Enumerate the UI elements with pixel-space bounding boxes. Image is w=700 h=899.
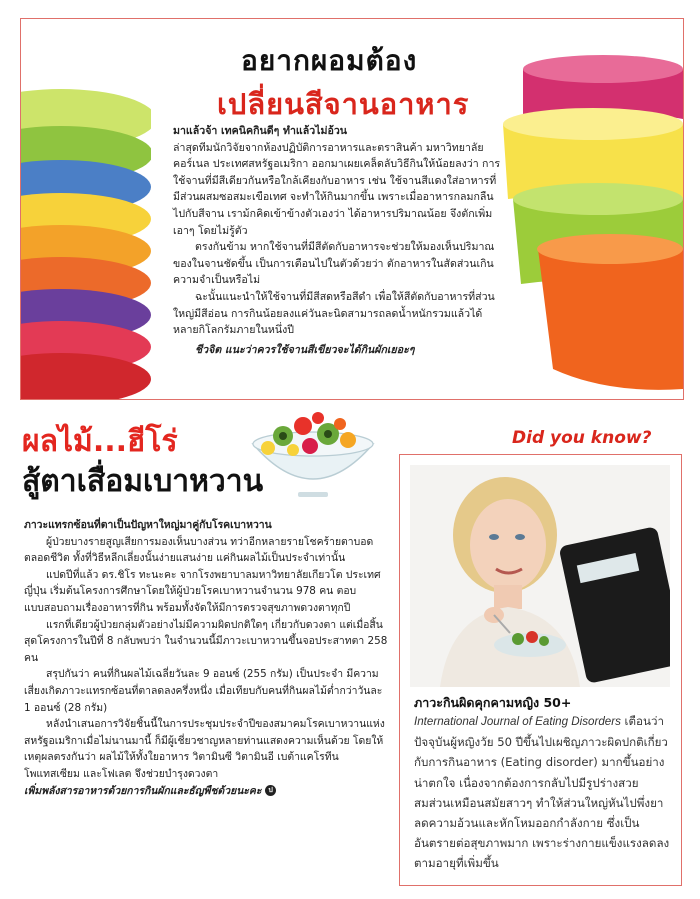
- fruit-salad-bowl-image: [248, 404, 378, 500]
- fruit-subtitle: ภาวะแทรกซ้อนที่ตาเป็นปัญหาใหญ่มาคู่กับโรคเบาหวาน: [24, 519, 272, 531]
- fruit-closing-text: เพิ่มพลังสารอาหารด้วยการกินผักและธัญพืชด้วยนะคะ: [24, 784, 262, 797]
- did-you-know-paragraph: [414, 711, 672, 874]
- did-you-know-title: ภาวะกินผิดคุกคามหญิง 50+: [414, 695, 572, 710]
- article-paragraph: แรกที่เดียวผู้ป่วยกลุ่มตัวอย่างไม่มีความผิดปกติใดๆ เกี่ยวกับดวงตา แต่เมื่อสิ้นสุดโครงการในปีที่ 8 กลับพบว่า ในจำนวนนี้มีภาวะเบาหวานขึ้นจอประสาทตา 258 คน: [24, 618, 388, 664]
- end-mark-icon: ป: [265, 785, 276, 796]
- fruit-title-line2: สู้ตาเสื่อมเบาหวาน: [22, 464, 264, 499]
- did-you-know-text: เตือนว่า ปัจจุบันผู้หญิงวัย 50 ปีขึ้นไปเผชิญภาวะผิดปกติเกี่ยวกับการกินอาหาร (Eating disorder) มากขึ้นอย่างน่าตกใจ เนื่องจากต้องการกลับไปมีรูปร่างสวยสมส่วนเหมือนสมัยสาวๆ ทำให้ส่วนใหญ่หันไปพึ่งยาลดความอ้วนและหักโหมออกกำลังกาย ซึ่งเป็นอันตรายต่อสุขภาพมาก เพราะร่างกายแข็งแรงลดลงตามอายุที่เพิ่มขึ้น: [414, 714, 670, 871]
- article-paragraph: หลังนำเสนอการวิจัยชิ้นนี้ในการประชุมประจำปีของสมาคมโรคเบาหวานแห่งสหรัฐอเมริกาเมื่อไม่นานมานี้ ก็มีผู้เชี่ยวชาญหลายท่านแสดงความเห็นด้วย โดยให้เหตุผลตรงกันว่า ผลไม้ให้ทั้งใยอาหาร วิตามินซี วิตามินอี เบต้าแคโรทีน โพแทสเซียม และโฟเลต จึงช่วยบำรุงดวงตา: [24, 718, 385, 780]
- article-paragraph: แปดปีที่แล้ว ดร.ชิโร ทะนะคะ จากโรงพยาบาลมหาวิทยาลัยเกียวโต ประเทศญี่ปุ่น เริ่มต้นโครงการศึกษาโดยให้ผู้ป่วยโรคเบาหวานจำนวน 978 คน ตอบแบบสอบถามเรื่องอาหารที่กิน พร้อมทั้งจัดให้มีการตรวจสุขภาพดวงตาทุกปี: [24, 568, 381, 614]
- article-paragraph: สรุปกันว่า คนที่กินผลไม้เฉลี่ยวันละ 9 ออนซ์ (255 กรัม) เป็นประจำ มีความเสี่ยงเกิดภาวะแทรกซ้อนที่ตาลดลงครึ่งหนึ่ง เมื่อเทียบกับคนที่กินผลไม้ต่ำกว่าวันละ 1 ออนซ์ (28 กรัม): [24, 668, 383, 714]
- woman-with-scale-photo: [410, 465, 670, 687]
- article-paragraph: ล่าสุดทีมนักวิจัยจากห้องปฏิบัติการอาหารและตราสินค้า มหาวิทยาลัยคอร์เนล ประเทศสหรัฐอเมริกา ออกมาเผยเคล็ดลับวิธีกินให้น้อยลงว่า การใช้จานที่มีสีเดียวกันหรือใกล้เคียงกับอาหาร เช่น ใช้จานสีแดงใส่อาหารที่มีส่วนผสมซอสมะเขือเทศ จะทำให้กินมากขึ้น เพราะเมื่ออาหารกลมกลืนไปกับสีจาน เราม้กคิดเข้าข้างตัวเองว่า ได้อาหารปริมาณน้อย จึงตักเพิ่มเอาๆ โดยไม่รู้ตัว: [173, 141, 501, 237]
- article-paragraph: ผู้ป่วยบางรายสูญเสียการมองเห็นบางส่วน ทว่าอีกหลายรายโชคร้ายตาบอดตลอดชีวิต ทั้งที่วิธีหลีกเลี่ยงนั้นง่ายแสนง่าย แค่กินผลไม้เป็นประจำเท่านั้น: [24, 535, 374, 565]
- did-you-know-label: Did you know?: [512, 428, 652, 448]
- fruit-article-body: [24, 516, 392, 799]
- plate-color-article: [20, 18, 684, 400]
- article-title-line2: เปลี่ยนสีจานอาหาร: [217, 87, 470, 121]
- colorful-cups-image: [483, 49, 683, 399]
- article-paragraph: ฉะนั้นแนะนำให้ใช้จานที่มีสีสดหรือสีดำ เพื่อให้สีตัดกับอาหารที่ส่วนใหญ่มีสีอ่อน การกินน้อยลงแค่วันละนิดสามารถลดน้ำหนักรวมแล้วได้หลายกิโลกรัมภายในหนึ่งปี: [173, 290, 495, 337]
- journal-name: International Journal of Eating Disorders: [414, 715, 621, 728]
- article-title-line1: อยากผอมต้อง: [241, 44, 418, 77]
- did-you-know-body: [414, 711, 672, 874]
- stacked-bowls-image: [21, 79, 151, 399]
- article-body: [173, 123, 503, 358]
- fruit-title-line1: ผลไม้...ฮีโร่: [22, 424, 178, 459]
- did-you-know-box: [399, 454, 682, 886]
- article-paragraph: ตรงกันข้าม หากใช้จานที่มีสีตัดกับอาหารจะช่วยให้มองเห็นปริมาณของในจานชัดขึ้น เป็นการเตือนไปในตัวด้วยว่า ตักอาหารในสัดส่วนเกินความจำเป็นหรือไม่: [173, 241, 495, 287]
- fruit-closing: [24, 783, 392, 800]
- article-lead: มาแล้วจ้า เทคนิคกินดีๆ ทำแล้วไม่อ้วน: [173, 125, 348, 137]
- article-closing: ชีวจิต แนะว่าควรใช้จานสีเขียวจะได้กินผักเยอะๆ: [195, 343, 415, 356]
